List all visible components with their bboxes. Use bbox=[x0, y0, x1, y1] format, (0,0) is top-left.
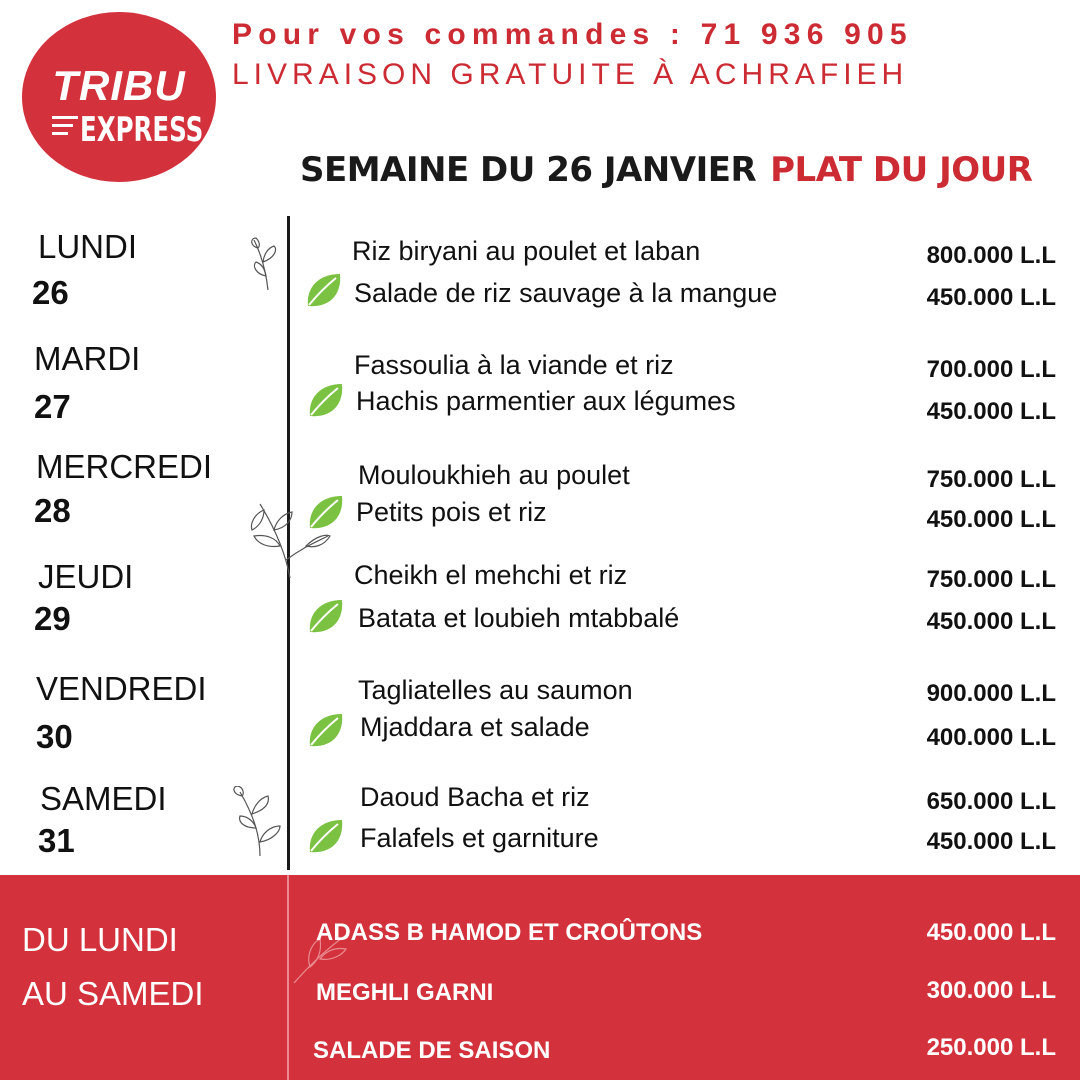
order-phone-line: Pour vos commandes : 71 936 905 bbox=[232, 18, 913, 51]
veggie-dish-price: 450.000 L.L bbox=[926, 284, 1056, 311]
main-dish: Mouloukhieh au poulet bbox=[358, 460, 630, 490]
main-dish: Daoud Bacha et riz bbox=[360, 782, 590, 812]
veggie-dish-price: 450.000 L.L bbox=[926, 398, 1056, 425]
veggie-leaf-icon bbox=[306, 710, 346, 750]
sketch-leaf-icon bbox=[248, 236, 288, 292]
daily-item: ADASS B HAMOD ET CROÛTONS bbox=[316, 919, 703, 946]
main-dish: Fassoulia à la viande et riz bbox=[354, 350, 674, 380]
veggie-dish: Mjaddara et salade bbox=[360, 712, 590, 742]
logo-tribu: TRIBU bbox=[52, 62, 186, 109]
day-date: 27 bbox=[34, 388, 71, 425]
week-label: SEMAINE DU 26 JANVIER bbox=[300, 150, 757, 190]
daily-item-price: 250.000 L.L bbox=[926, 1034, 1056, 1061]
main-dish-price: 800.000 L.L bbox=[926, 242, 1056, 269]
sketch-leaf-icon bbox=[230, 786, 286, 858]
veggie-dish: Hachis parmentier aux légumes bbox=[356, 386, 736, 416]
day-date: 28 bbox=[34, 492, 71, 529]
veggie-leaf-icon bbox=[306, 380, 346, 420]
day-name: MERCREDI bbox=[36, 448, 213, 485]
day-date: 31 bbox=[38, 822, 75, 859]
day-date: 29 bbox=[34, 600, 71, 637]
veggie-dish-price: 450.000 L.L bbox=[926, 608, 1056, 635]
daily-item-price: 300.000 L.L bbox=[926, 977, 1056, 1004]
day-name: LUNDI bbox=[38, 228, 138, 265]
main-dish-price: 750.000 L.L bbox=[926, 566, 1056, 593]
main-dish: Cheikh el mehchi et riz bbox=[354, 560, 628, 590]
main-dish-price: 650.000 L.L bbox=[926, 788, 1056, 815]
delivery-line: LIVRAISON GRATUITE À ACHRAFIEH bbox=[232, 58, 909, 91]
veggie-dish: Batata et loubieh mtabbalé bbox=[358, 603, 680, 633]
veggie-leaf-icon bbox=[306, 492, 346, 532]
logo-express: EXPRESS bbox=[80, 110, 204, 150]
day-name: JEUDI bbox=[38, 558, 134, 595]
main-dish-price: 900.000 L.L bbox=[926, 680, 1056, 707]
speed-lines-icon bbox=[52, 116, 78, 140]
footer-divider bbox=[287, 875, 289, 1080]
main-dish-price: 700.000 L.L bbox=[926, 356, 1056, 383]
footer-days-line1: DU LUNDI bbox=[22, 921, 178, 958]
daily-item-price: 450.000 L.L bbox=[926, 919, 1056, 946]
main-dish: Tagliatelles au saumon bbox=[358, 675, 633, 705]
day-date: 26 bbox=[32, 274, 69, 311]
day-date: 30 bbox=[36, 718, 73, 755]
day-name: VENDREDI bbox=[36, 670, 207, 707]
veggie-dish: Salade de riz sauvage à la mangue bbox=[354, 278, 778, 308]
veggie-dish: Petits pois et riz bbox=[356, 497, 547, 527]
day-name: SAMEDI bbox=[40, 780, 167, 817]
veggie-leaf-icon bbox=[306, 816, 346, 856]
veggie-leaf-icon bbox=[304, 270, 344, 310]
daily-item: SALADE DE SAISON bbox=[313, 1037, 551, 1064]
main-dish: Riz biryani au poulet et laban bbox=[352, 236, 701, 266]
veggie-dish-price: 400.000 L.L bbox=[926, 724, 1056, 751]
veggie-leaf-icon bbox=[306, 596, 346, 636]
main-dish-price: 750.000 L.L bbox=[926, 466, 1056, 493]
page-title bbox=[300, 150, 1032, 190]
veggie-dish-price: 450.000 L.L bbox=[926, 506, 1056, 533]
daily-item: MEGHLI GARNI bbox=[316, 979, 494, 1006]
logo bbox=[22, 12, 216, 182]
veggie-dish-price: 450.000 L.L bbox=[926, 828, 1056, 855]
footer-days-line2: AU SAMEDI bbox=[22, 975, 204, 1012]
dish-of-day-label: PLAT DU JOUR bbox=[770, 150, 1033, 190]
footer-banner bbox=[0, 875, 1080, 1080]
day-name: MARDI bbox=[34, 340, 141, 377]
veggie-dish: Falafels et garniture bbox=[360, 823, 599, 853]
